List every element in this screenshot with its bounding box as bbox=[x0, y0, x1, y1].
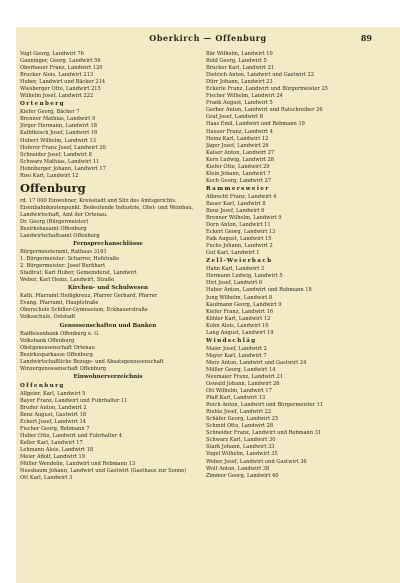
directory-entry: Kalbfleisch Josef, Landwirt 16 bbox=[20, 130, 98, 137]
directory-entry: Pfaff Karl, Landwirt 13 bbox=[206, 395, 266, 402]
subsection-heading: Einwohnerverzeichnis bbox=[73, 373, 143, 380]
directory-entry: Winzergenossenschaft Offenburg bbox=[20, 365, 106, 372]
directory-entry: Eckert Josef, Landwirt 14 bbox=[20, 418, 86, 425]
directory-entry: Oberschule Schiller-Gymnasium, Eckbauerstraße bbox=[20, 307, 148, 314]
directory-entry: Brenner Wilhelm, Landwirt 9 bbox=[206, 215, 282, 222]
directory-entry: Kaiser Anton, Landwirt 27 bbox=[206, 149, 275, 156]
directory-entry: Schäfer Georg, Landwirt 25 bbox=[206, 416, 279, 423]
directory-entry: Riehle Josef, Landwirt 22 bbox=[206, 409, 272, 416]
directory-entry: Neumaier Franz, Landwirt 21 bbox=[206, 373, 284, 380]
directory-entry: Stadtrat: Karl Huber, Gemeinderat, Landwirt bbox=[20, 270, 137, 277]
directory-entry: Schwarz Karl, Landwirt 30 bbox=[206, 437, 276, 444]
directory-entry: Mayer Karl, Landwirt 7 bbox=[206, 352, 267, 359]
directory-entry: Rosi Karl, Landwirt 12 bbox=[20, 172, 79, 179]
directory-entry: Köhler Karl, Landwirt 12 bbox=[206, 315, 271, 322]
directory-entry: Dr. Georg (Bürgermeister) bbox=[20, 218, 89, 225]
page-number: 89 bbox=[360, 33, 372, 43]
directory-entry: Jung Wilhelm, Landwirt 8 bbox=[206, 294, 273, 301]
directory-entry: Bruder Anton, Landwirt 2 bbox=[20, 404, 87, 411]
directory-entry: Jäger Josef, Landwirt 26 bbox=[206, 142, 269, 149]
book-page bbox=[16, 27, 400, 583]
directory-entry: Landwirtschaftsamt Offenburg bbox=[20, 233, 100, 240]
directory-entry: Lehmann Alois, Landwirt 18 bbox=[20, 447, 94, 454]
directory-entry: Kern Ludwig, Landwirt 28 bbox=[206, 156, 274, 163]
directory-entry: Evang. Pfarramt, Hauptstraße bbox=[20, 300, 99, 307]
directory-entry: Falk August, Landwirt 15 bbox=[206, 236, 272, 243]
directory-entry: Hohnberger Johann, Landwirt 17 bbox=[20, 165, 106, 172]
directory-entry: Wilhelm Josef, Landwirt 222 bbox=[20, 93, 94, 100]
directory-entry: Klein Johann, Landwirt 7 bbox=[206, 170, 271, 177]
directory-entry: Raiffeisenbank Offenburg e. G. bbox=[20, 330, 100, 337]
subsection-heading: Kirchen- und Schulwesen bbox=[67, 285, 149, 292]
directory-entry: Benz Josef, Landwirt 6 bbox=[206, 207, 265, 214]
directory-entry: Oberbauer Franz, Landwirt 120 bbox=[20, 65, 103, 72]
directory-entry: Hirt Josef, Landwirt 6 bbox=[206, 280, 263, 287]
directory-entry: Eckerle Franz, Landwirt und Bürgermeister 25 bbox=[206, 86, 328, 93]
directory-entry: Zimmer Georg, Landwirt 40 bbox=[206, 472, 279, 479]
running-header bbox=[16, 33, 400, 45]
directory-entry: Weber, Karl Heinz, Landwirt, Straße bbox=[20, 277, 115, 284]
directory-entry: Bezirkssparkasse Offenburg bbox=[20, 351, 93, 358]
description-paragraph: rd. 17 000 Einwohner, Kreisstadt und Sitz des Amtsgerichts. Eisenbahnknotenpunkt. Bedeutende Industrie, Obst- und Weinbau, Landwirtschaft, Amt der Ortenau. bbox=[20, 197, 194, 218]
locality-heading: Windschläg bbox=[206, 337, 257, 344]
directory-entry: Huber Otto, Landwirt und Fuhrhalter 4 bbox=[20, 433, 122, 440]
directory-entry: Keller Karl, Landwirt 17 bbox=[20, 440, 83, 447]
directory-entry: Schneider Josef, Landwirt 8 bbox=[20, 151, 92, 158]
locality-heading: Ortenberg bbox=[20, 101, 65, 108]
directory-entry: Volksbank Offenburg bbox=[20, 337, 75, 344]
directory-entry: Fischer Georg, Rebmann 7 bbox=[20, 426, 90, 433]
directory-entry: Heinz Karl, Landwirt 12 bbox=[206, 135, 269, 142]
subsection-heading: Genossenschaften und Banken bbox=[59, 322, 157, 329]
directory-entry: Albrecht Franz, Landwirt 4 bbox=[206, 193, 277, 200]
directory-entry: Jörger Hermann, Landwirt 18 bbox=[20, 123, 97, 130]
directory-entry: Kiefer Otto, Landwirt 29 bbox=[206, 163, 270, 170]
directory-entry: Wiesberger Otto, Landwirt 215 bbox=[20, 86, 101, 93]
directory-entry: Hubert Wilhelm, Landwirt 13 bbox=[20, 137, 97, 144]
directory-entry: Reich Anton, Landwirt und Bürgermeister 11 bbox=[206, 402, 324, 409]
directory-entry: Hauser Franz, Landwirt 4 bbox=[206, 128, 273, 135]
directory-entry: Volksschule, Oststadt bbox=[20, 314, 76, 321]
directory-entry: Kaufmann Georg, Landwirt 9 bbox=[206, 301, 282, 308]
subsection-heading: Fernsprechanschlüsse bbox=[73, 241, 143, 248]
directory-entry: Bär Wilhelm, Landwirt 10 bbox=[206, 51, 273, 57]
directory-entry: Hahn Karl, Landwirt 3 bbox=[206, 266, 265, 273]
directory-entry: Huber Anton, Landwirt und Rebmann 18 bbox=[206, 287, 312, 294]
directory-entry: Brucker Alois, Landwirt 213 bbox=[20, 72, 94, 79]
directory-entry: 2. Bürgermeister: Josef Burkhart bbox=[20, 263, 106, 270]
directory-entry: Weber Josef, Landwirt und Gastwirt 36 bbox=[206, 458, 307, 465]
directory-entry: Wolf Anton, Landwirt 38 bbox=[206, 465, 270, 472]
directory-entry: Müller Wendelin, Landwirt und Rebmann 13 bbox=[20, 461, 136, 468]
directory-entry: Schwarz Mathias, Landwirt 11 bbox=[20, 158, 100, 165]
directory-entry: Koch Georg, Landwirt 27 bbox=[206, 177, 272, 184]
directory-entry: Oswald Johann, Landwirt 26 bbox=[206, 381, 280, 388]
directory-entry: Dürr Johann, Landwirt 23 bbox=[206, 79, 273, 86]
directory-entry: Gerber Anton, Landwirt und Ratschreiber 26 bbox=[206, 107, 323, 114]
directory-entry: Brucker Karl, Landwirt 21 bbox=[206, 65, 275, 72]
directory-entry: Kuhn Alois, Landwirt 10 bbox=[206, 322, 269, 329]
locality-heading: Rammersweier bbox=[206, 185, 270, 192]
directory-entry: Merz Anton, Landwirt und Gastwirt 24 bbox=[206, 359, 307, 366]
directory-entry: Ott Wilhelm, Landwirt 17 bbox=[206, 388, 272, 395]
directory-entry: Müller Georg, Landwirt 14 bbox=[206, 366, 276, 373]
section-heading: Offenburg bbox=[20, 180, 86, 195]
directory-entry: Eckert Georg, Landwirt 13 bbox=[206, 229, 276, 236]
directory-entry: Nussbaum Johann, Landwirt und Gastwirt (Gasthaus zur Sonne) bbox=[20, 468, 187, 475]
directory-entry: Schneider Franz, Landwirt und Rebmann 31 bbox=[206, 430, 322, 437]
directory-entry: Benz August, Gastwirt 18 bbox=[20, 411, 87, 418]
locality-heading: Zell-Weierbach bbox=[206, 258, 273, 265]
directory-entry: Stark Johann, Landwirt 33 bbox=[206, 444, 275, 451]
directory-entry: Graf Josef, Landwirt 8 bbox=[206, 114, 264, 121]
directory-entry: Vogt Georg, Landwirt 76 bbox=[20, 51, 84, 57]
directory-entry: Obstgenossenschaft Ortenau bbox=[20, 344, 95, 351]
directory-entry: Kath. Pfarramt Heiligkreuz, Pfarrer Gerhard, Pfarrer bbox=[20, 293, 158, 300]
locality-heading: Offenburg bbox=[20, 382, 65, 389]
directory-entry: 1. Bürgermeister: Scharrer, Hofstraße bbox=[20, 256, 120, 263]
directory-entry: Ganninger, Georg, Landwirt 56 bbox=[20, 58, 101, 65]
directory-entry: Bezirksbauamt Offenburg bbox=[20, 225, 87, 232]
directory-entry: Kiefer Georg, Bäcker 7 bbox=[20, 109, 80, 116]
directory-entry: Fuchs Johann, Landwirt 2 bbox=[206, 243, 273, 250]
directory-entry: Bürgermeisteramt, Rathaus 3161 bbox=[20, 249, 107, 256]
directory-entry: Fischer Wilhelm, Landwirt 24 bbox=[206, 93, 283, 100]
running-title: Oberkirch — Offenburg bbox=[149, 33, 267, 43]
directory-entry: Landwirtschaftliche Bezugs- und Absatzgenossenschaft bbox=[20, 358, 164, 365]
directory-entry: Maier Josef, Landwirt 2 bbox=[206, 345, 267, 352]
directory-entry: Vogel Wilhelm, Landwirt 35 bbox=[206, 451, 278, 458]
directory-entry: Brenner Mathias, Landwirt 9 bbox=[20, 116, 96, 123]
directory-entry: Haas Emil, Landwirt und Rebmann 19 bbox=[206, 121, 305, 128]
directory-entry: Lang August, Landwirt 19 bbox=[206, 329, 274, 336]
left-column bbox=[20, 51, 196, 482]
directory-entry: Hermann Ludwig, Landwirt 5 bbox=[206, 273, 283, 280]
directory-entry: Bayer Franz, Landwirt und Fuhrhalter 11 bbox=[20, 397, 128, 404]
directory-entry: Schmid Otto, Landwirt 28 bbox=[206, 423, 274, 430]
directory-entry: Bauer Karl, Landwirt 8 bbox=[206, 200, 266, 207]
directory-entry: Huber, Landwirt und Bäcker 214 bbox=[20, 79, 106, 86]
directory-entry: Dietrich Anton, Landwirt und Gastwirt 22 bbox=[206, 72, 315, 79]
directory-entry: Frank August, Landwirt 5 bbox=[206, 100, 273, 107]
directory-entry: Gut Karl, Landwirt 1 bbox=[206, 250, 260, 257]
directory-entry: Meier Adolf, Landwirt 19 bbox=[20, 454, 86, 461]
right-column bbox=[206, 51, 384, 480]
directory-entry: Ott Karl, Landwirt 3 bbox=[20, 475, 73, 482]
directory-entry: Kiefer Franz, Landwirt 16 bbox=[206, 308, 274, 315]
directory-entry: Dorn Anton, Landwirt 11 bbox=[206, 222, 271, 229]
directory-entry: Allgeier, Karl, Landwirt 5 bbox=[20, 390, 86, 397]
directory-entry: Bold Georg, Landwirt 5 bbox=[206, 58, 267, 65]
directory-entry: Hoferer Franz Josef, Landwirt 20 bbox=[20, 144, 106, 151]
